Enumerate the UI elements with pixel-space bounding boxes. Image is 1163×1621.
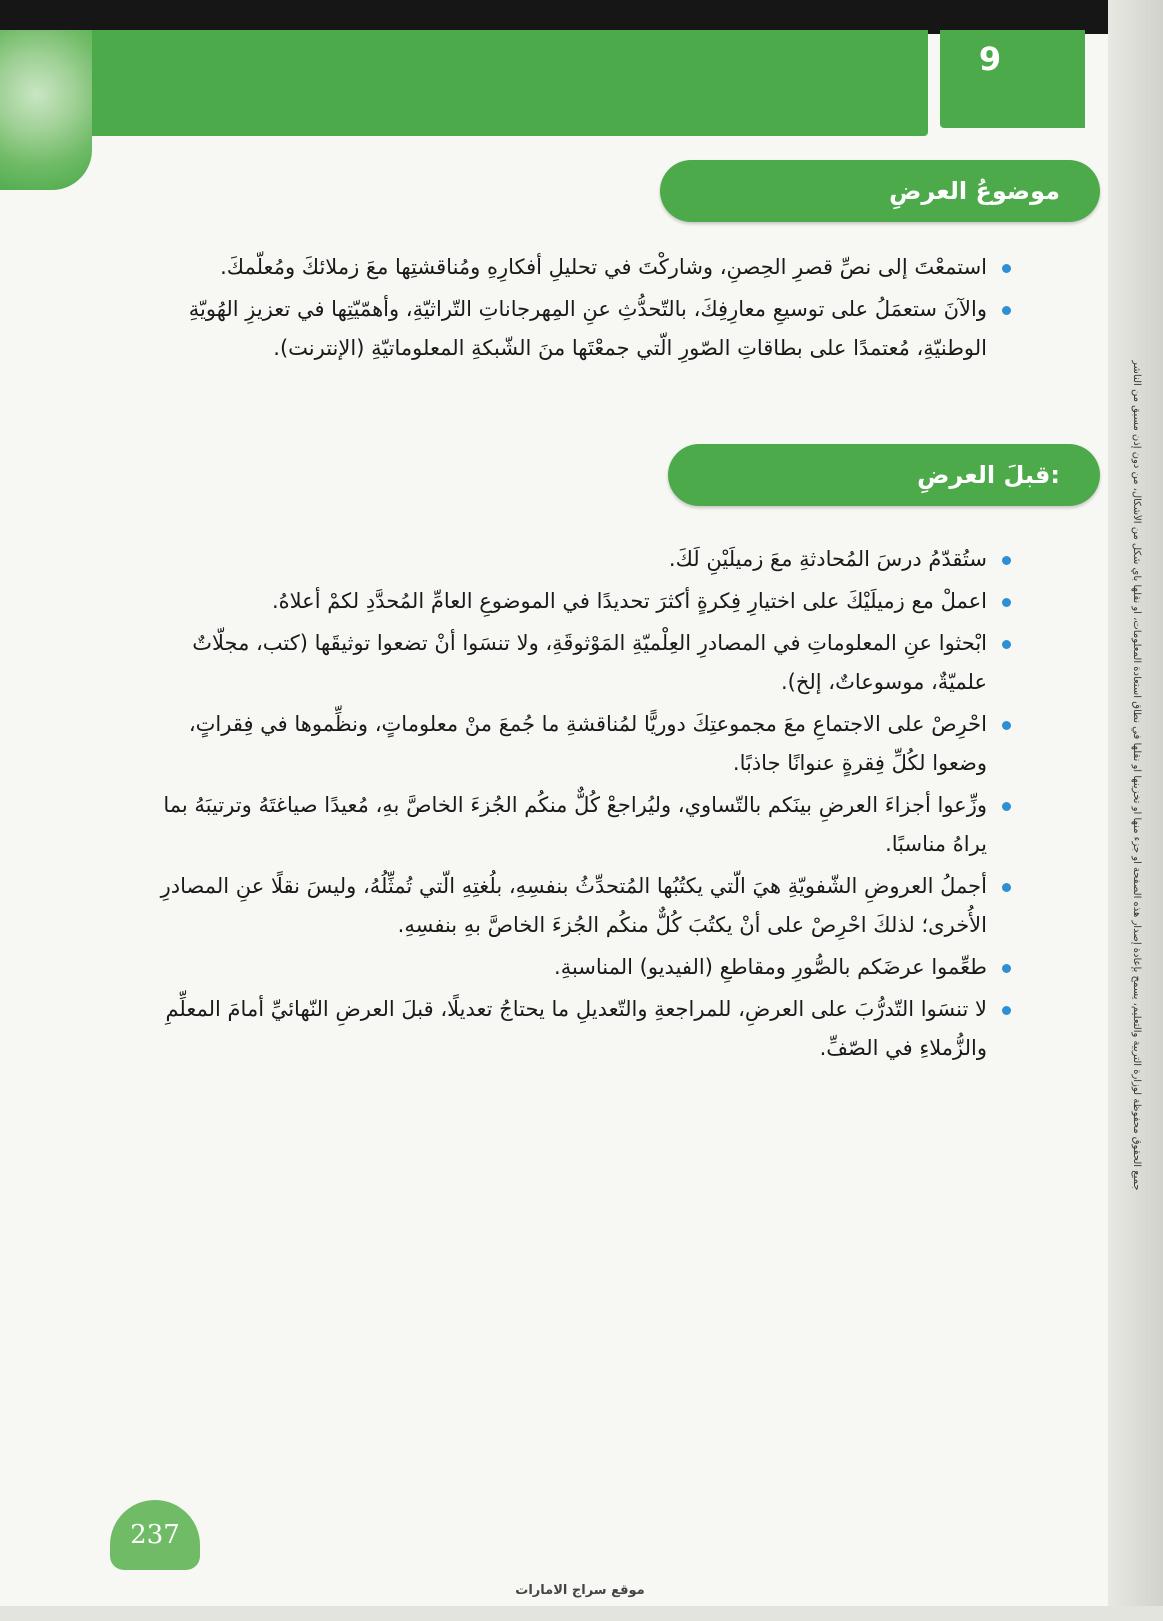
- bullet-icon: [1002, 640, 1011, 649]
- bullet-icon: [1002, 264, 1011, 273]
- list-item-text: ستُقدّمُ درسَ المُحادثةِ معَ زميلَيْنِ لَكَ.: [668, 547, 987, 571]
- list-item: [143, 948, 1013, 987]
- bullet-icon: [1002, 883, 1011, 892]
- section-title-before: قبلَ العرضِ:: [668, 444, 1100, 506]
- list-item: [143, 867, 1013, 945]
- list-item-text: ابْحثوا عنِ المعلوماتِ في المصادرِ العِلْميّةِ المَوْثوقَةِ، ولا تنسَوا أنْ تضعوا توثيقَها (كتب، مجلّاتٌ علميّةٌ، موسوعاتٌ، إلخ).: [192, 631, 987, 694]
- bullet-icon: [1002, 802, 1011, 811]
- bullet-icon: [1002, 598, 1011, 607]
- list-item-text: طعِّموا عرضَكم بالصُّورِ ومقاطعِ (الفيديو) المناسبةِ.: [554, 955, 987, 979]
- header-ornament: [0, 30, 92, 190]
- chapter-tab: [940, 30, 1085, 128]
- list-item-text: اعملْ مع زميلَيْكَ على اختيارِ فِكرةٍ أكثرَ تحديدًا في الموضوعِ العامِّ المُحدَّدِ لكمْ أعلاهُ.: [271, 589, 987, 613]
- list-item-text: والآنَ ستعمَلُ على توسيعِ معارِفِكَ، بالتّحدُّثِ عنِ المِهرجاناتِ التّراثيّةِ، وأهمّيّتِها في تعزيزِ الهُويّةِ الوطنيّةِ، مُعتمدًا على بطاقاتِ الصّورِ الّتي جمعْتَها منَ الشّبكةِ المعلوماتيّةِ (الإنترنت).: [188, 297, 987, 360]
- list-item-text: لا تنسَوا التّدرُّبَ على العرضِ، للمراجعةِ والتّعديلِ ما يحتاجُ تعديلًا، قبلَ العرضِ النّهائيِّ أمامَ المعلِّمِ والزُّملاءِ في الصّفِّ.: [165, 997, 987, 1060]
- list-item: [143, 786, 1013, 864]
- list-item-text: احْرِصْ على الاجتماعِ معَ مجموعتِكَ دوريًّا لمُناقشةِ ما جُمعَ منْ معلوماتٍ، ونظِّموها في فِقراتٍ، وضعوا لكُلِّ فِقرةٍ عنوانًا جاذبًا.: [188, 712, 987, 775]
- list-item: [143, 990, 1013, 1068]
- bullet-icon: [1002, 556, 1011, 565]
- chapter-header-bar: [88, 30, 928, 136]
- before-bullet-list: [143, 540, 1013, 1071]
- copyright-side-note: جميع الحقوق محفوظة لوزارة التربية والتعليم، يسمح بإعادة إصدار هذه الصفحة أو جزء منها أو تخزينها أو نقلها في نطاق استعادة المعلومات، أو نقلها بأي شكل من الأشكال، من دون إذن مسبق من الناشر: [1131, 360, 1142, 1191]
- bullet-icon: [1002, 306, 1011, 315]
- chapter-number: 9: [978, 40, 1002, 78]
- list-item-text: استمعْتَ إلى نصِّ قصرِ الحِصنِ، وشاركْتَ في تحليلِ أفكارِهِ ومُناقشتِها معَ زملائكَ ومُعلّمكَ.: [220, 255, 987, 279]
- list-item: [143, 705, 1013, 783]
- bullet-icon: [1002, 1006, 1011, 1015]
- bullet-icon: [1002, 964, 1011, 973]
- page-number-badge: [110, 1500, 200, 1570]
- list-item: [143, 582, 1013, 621]
- list-item: [143, 248, 1013, 287]
- bottom-strip: [0, 1606, 1163, 1621]
- topic-bullet-list: [143, 248, 1013, 371]
- page-number: 237: [130, 1520, 180, 1550]
- list-item-text: وزِّعوا أجزاءَ العرضِ بينَكم بالتّساوي، وليُراجعْ كُلٌّ منكُم الجُزءَ الخاصَّ بهِ، مُعيدًا صياغتَهُ وترتيبَهُ بما يراهُ مناسبًا.: [163, 793, 987, 856]
- bullet-icon: [1002, 721, 1011, 730]
- list-item: [143, 624, 1013, 702]
- list-item-text: أجملُ العروضِ الشّفويّةِ هيَ الّتي يكتُبُها المُتحدِّثُ بنفسِهِ، بلُغتِهِ الّتي تُمثِّلُهُ، وليسَ نقلًا عنِ المصادرِ الأُخرى؛ لذلكَ احْرِصْ على أنْ يكتُبَ كُلٌّ منكُم الجُزءَ الخاصَّ بهِ بنفسِهِ.: [160, 874, 987, 937]
- list-item: [143, 290, 1013, 368]
- section-title-topic: موضوعُ العرضِ: [660, 160, 1100, 222]
- footer-text: موقع سراج الامارات: [515, 1583, 645, 1598]
- list-item: [143, 540, 1013, 579]
- top-dark-band: [0, 0, 1163, 34]
